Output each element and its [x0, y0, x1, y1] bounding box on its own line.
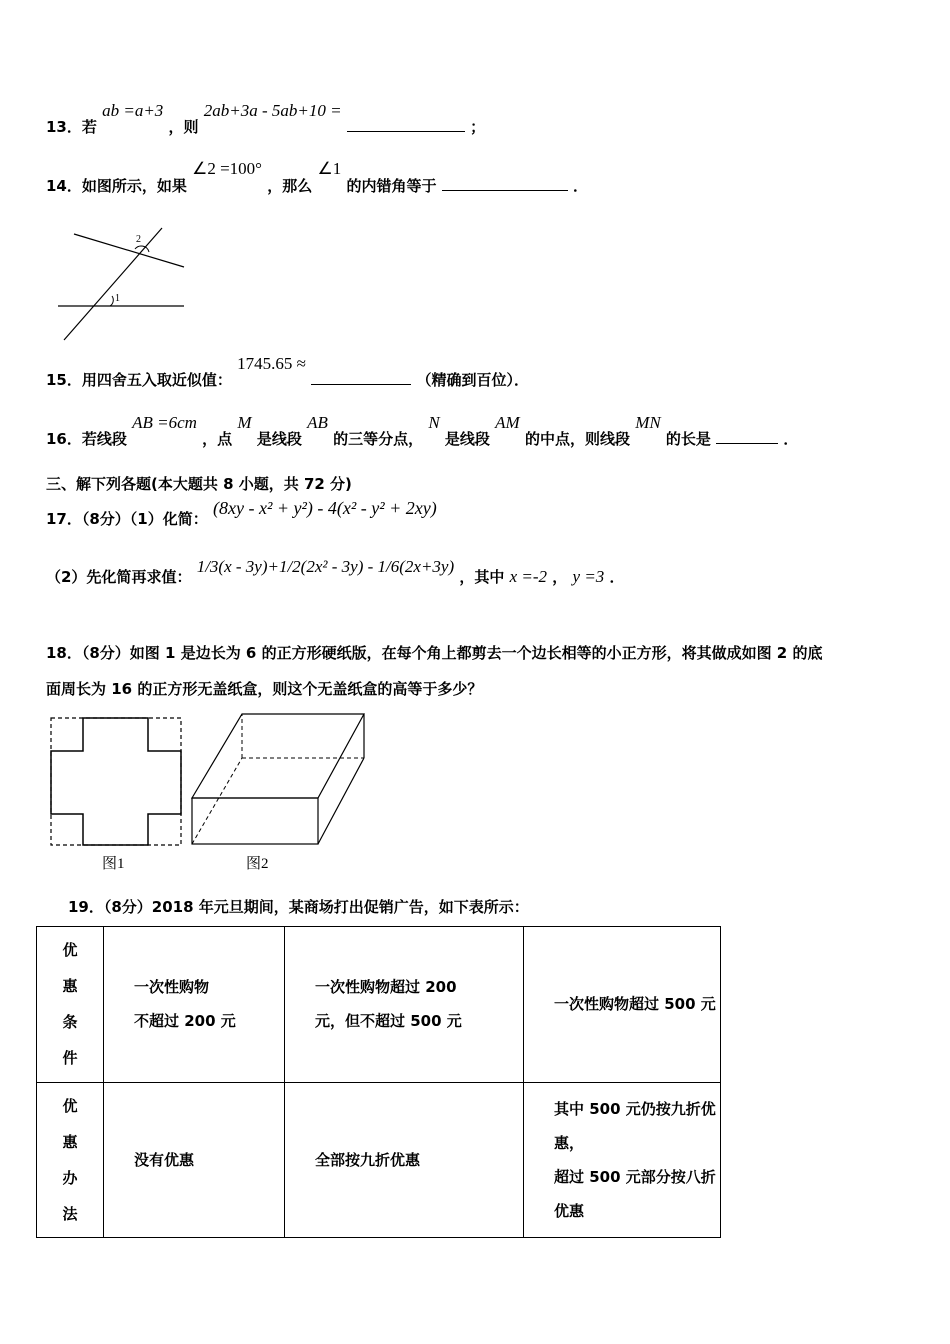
q16-answer-blank	[716, 429, 778, 444]
question-17-part-1	[46, 498, 437, 528]
q17-part2-label: （2）先化简再求值：	[46, 568, 192, 586]
row-header-methods	[37, 1082, 104, 1238]
fig2-hidden-edge-1	[192, 758, 242, 844]
q14-line-top	[74, 234, 184, 267]
fig2-right-edge-1	[318, 758, 364, 844]
q18-figure-2	[186, 710, 370, 848]
cell-condition-1	[104, 927, 285, 1083]
q18-figure-2-caption: 图2	[246, 856, 269, 872]
q14-label-1: 1	[115, 293, 120, 304]
q16-point-n: N	[428, 413, 440, 432]
q16-ab: AB	[307, 413, 328, 432]
cell-line: 没有优惠	[134, 1150, 195, 1169]
question-13	[46, 100, 486, 136]
cell-line: 全部按九折优惠	[315, 1150, 421, 1169]
table-row-conditions	[37, 927, 721, 1083]
q16-t2: 是线段	[256, 430, 302, 448]
row-header-conditions	[37, 927, 104, 1083]
q16-end: ．	[783, 430, 799, 448]
header-char: 惠	[62, 1132, 78, 1151]
q17-expression-1: (8xy - x² + y²) - 4(x² - y² + 2xy)	[212, 498, 437, 518]
cell-line: 一次性购物超过 200	[315, 978, 457, 997]
q13-condition: ab =a+3	[102, 101, 164, 120]
q16-t3: 的三等分点，	[333, 430, 424, 448]
promotion-table	[36, 926, 721, 1238]
q14-end: ．	[572, 177, 588, 195]
q16-t1: ，点	[202, 430, 233, 448]
q13-expression: 2ab+3a - 5ab+10 =	[203, 101, 342, 120]
q16-t6: 的长是	[665, 430, 711, 448]
q17-comma: ，	[552, 568, 568, 586]
section-3-title: 三、解下列各题(本大题共 8 小题，共 72 分)	[46, 475, 352, 493]
q14-transversal	[64, 228, 162, 340]
q17-y-value: y =3	[572, 567, 605, 586]
q13-answer-blank	[347, 117, 465, 132]
fig2-top-rim	[192, 714, 364, 798]
question-17-part-2	[46, 556, 625, 586]
question-19-intro: 19．（8分）2018 年元旦期间，某商场打出促销广告，如下表所示：	[68, 898, 529, 916]
q17-where: ，其中	[459, 568, 505, 586]
cell-line: 元，但不超过 500 元	[315, 1012, 462, 1031]
q14-tail: 的内错角等于	[346, 177, 437, 195]
q18-figure-1	[48, 716, 184, 848]
q15-number: 15．用四舍五入取近似值：	[46, 371, 232, 389]
q16-am: AM	[495, 413, 520, 432]
q15-value: 1745.65 ≈	[237, 354, 306, 373]
fig1-cross-outline	[51, 718, 181, 845]
header-char: 办	[62, 1168, 78, 1187]
q16-point-m: M	[237, 413, 252, 432]
cell-line: 超过 500 元部分按八折优惠	[554, 1167, 716, 1220]
table-row-methods	[37, 1082, 721, 1238]
cell-method-1	[104, 1082, 285, 1238]
question-18-line-1: 18．（8分）如图 1 是边长为 6 的正方形硬纸版，在每个角上都剪去一个边长相等的小正方形，将其做成如图 2 的底	[46, 644, 823, 662]
q14-answer-blank	[442, 176, 568, 191]
cell-method-2	[285, 1082, 524, 1238]
q14-label-2: 2	[136, 234, 141, 245]
header-char: 条	[62, 1013, 78, 1032]
q15-tail: （精确到百位）．	[416, 371, 529, 389]
q14-arc-1	[110, 296, 113, 306]
q16-mn: MN	[635, 413, 661, 432]
question-15	[46, 353, 529, 389]
question-16	[46, 412, 799, 448]
cell-line: 一次性购物	[134, 978, 210, 997]
q16-number: 16．若线段	[46, 430, 127, 448]
q16-t5: 的中点，则线段	[524, 430, 630, 448]
q13-end: ；	[470, 118, 486, 136]
q13-then: ，则	[168, 118, 199, 136]
cell-condition-2	[285, 927, 524, 1083]
header-char: 优	[62, 941, 78, 960]
cell-line: 不超过 200 元	[134, 1012, 236, 1031]
fig1-dashed-square	[51, 718, 181, 845]
q15-answer-blank	[311, 370, 411, 385]
cell-method-3	[524, 1082, 721, 1238]
header-char: 优	[62, 1096, 78, 1115]
cell-line: 其中 500 元仍按九折优惠，	[554, 1099, 716, 1152]
header-char: 惠	[62, 977, 78, 996]
question-14	[46, 158, 588, 195]
q17-number: 17．（8分）（1）化简：	[46, 510, 208, 528]
q17-expression-2: 1/3(x - 3y)+1/2(2x² - 3y) - 1/6(2x+3y)	[196, 557, 455, 576]
q14-mid: ，那么	[267, 177, 313, 195]
cell-line: 一次性购物超过 500 元	[554, 995, 716, 1014]
header-char: 法	[62, 1204, 78, 1223]
question-18-line-2: 面周长为 16 的正方形无盖纸盒，则这个无盖纸盒的高等于多少？	[46, 680, 483, 698]
fig2-front-face	[192, 798, 318, 844]
header-char: 件	[62, 1049, 78, 1068]
q16-segment-ab: AB =6cm	[132, 413, 197, 432]
q17-end: ．	[609, 568, 625, 586]
q18-figure-1-caption: 图1	[102, 856, 125, 872]
cell-condition-3	[524, 927, 721, 1083]
q13-number: 13．若	[46, 118, 97, 136]
q14-condition: ∠2 =100°	[192, 159, 262, 178]
q16-t4: 是线段	[444, 430, 490, 448]
q14-angle: ∠1	[317, 159, 342, 178]
q14-number: 14．如图所示，如果	[46, 177, 187, 195]
q17-x-value: x =-2	[509, 567, 548, 586]
q14-angle-figure	[52, 222, 192, 344]
